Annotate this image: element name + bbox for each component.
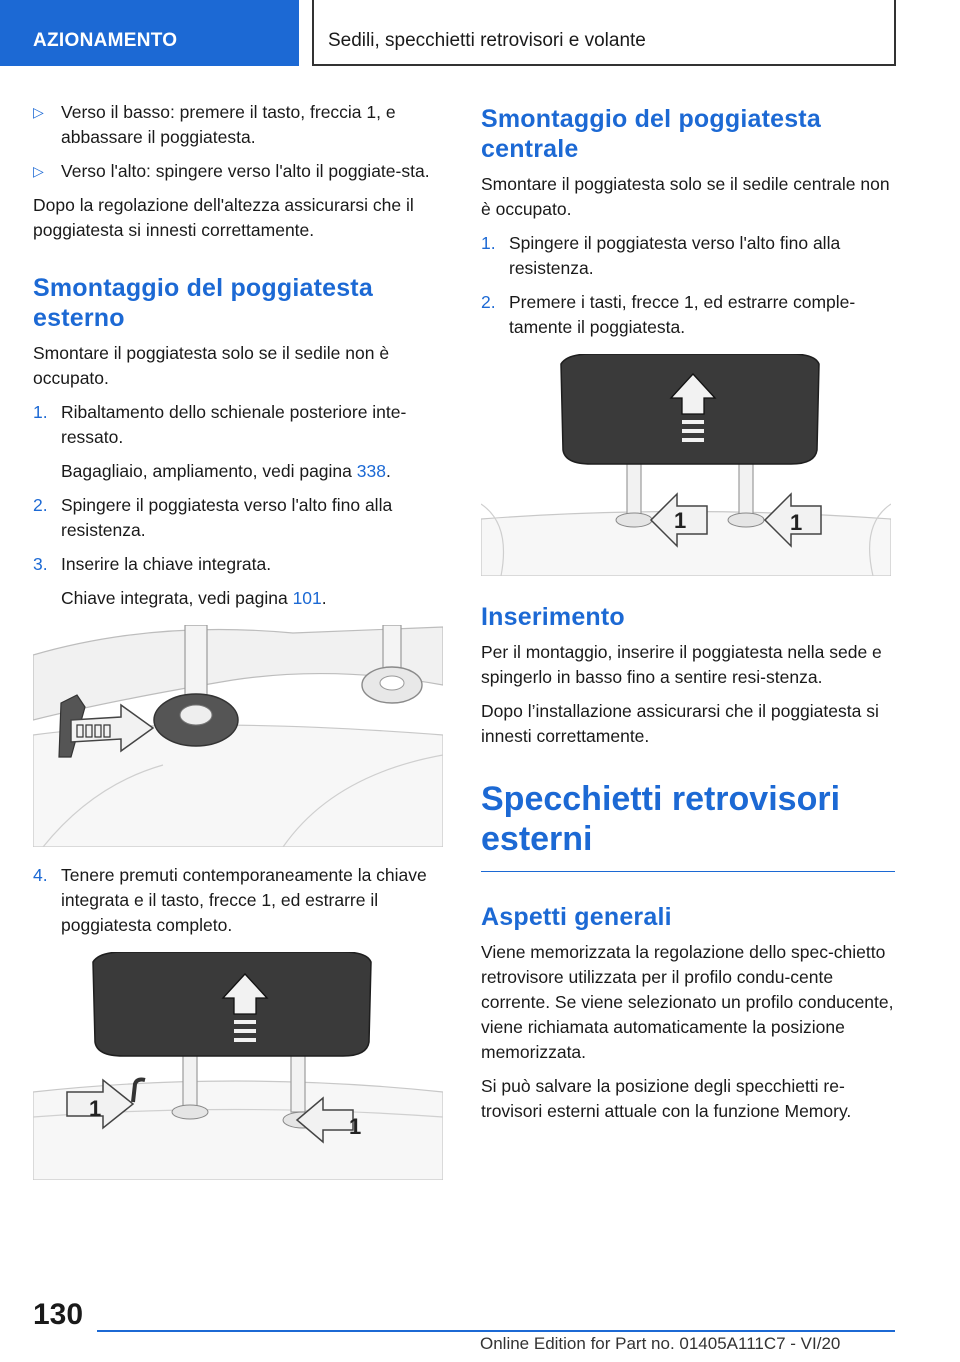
step-item: 1. Ribaltamento dello schienale posteriore inte-ressato. [33,402,407,447]
section-intro: Smontare il poggiatesta solo se il sedile centrale non è occupato. [481,174,890,219]
page-link[interactable]: 338 [356,461,386,481]
footer-divider [97,1330,895,1332]
triangle-bullet-icon: ▷ [33,104,44,120]
callout-label: 1 [349,1114,362,1139]
right-column [481,100,895,1133]
step-reference: Chiave integrata, vedi pagina 101. [61,588,327,608]
body-text: Si può salvare la posizione degli specchietti re-trovisori esterni attuale con la funzione Memory. [481,1076,852,1121]
step-item: 1. Spingere il poggiatesta verso l'alto fino alla resistenza. [481,233,841,278]
list-item: ▷ Verso il basso: premere il tasto, freccia 1, e abbassare il poggiatesta. [33,100,443,150]
body-text: Viene memorizzata la regolazione dello spec-chietto retrovisore utilizzata per il profilo condu-cente corrente. Se viene selezionato un profilo conducente, viene richiamata automaticamente la posizione memorizzata. [481,942,894,1062]
list-item: ▷ Verso l'alto: spingere verso l'alto il poggiate-sta. [33,159,443,184]
footer-edition: Online Edition for Part no. 01405A111C7 - VI/20 [480,1334,841,1353]
page-number: 130 [33,1298,84,1331]
step-item: 2. Spingere il poggiatesta verso l'alto fino alla resistenza. [33,495,393,540]
note-text: Dopo la regolazione dell'altezza assicurarsi che il poggiatesta si innesti correttamente. [33,195,414,240]
triangle-bullet-icon: ▷ [33,163,44,179]
step-item: 4. Tenere premuti contemporaneamente la chiave integrata e il tasto, frecce 1, ed estrarre il poggiatesta completo. [33,865,427,935]
header-section: AZIONAMENTO [0,0,299,66]
step-reference: Bagagliaio, ampliamento, vedi pagina 338. [61,461,391,481]
headrest-removal-illustration [33,952,443,1180]
section-heading: Aspetti generali [481,903,672,931]
left-column [33,100,443,1196]
callout-label: 1 [674,508,687,533]
chapter-heading: Specchietti retrovisori esterni [481,779,895,872]
section-heading: Smontaggio del poggiatesta esterno [33,274,373,332]
section-intro: Smontare il poggiatesta solo se il sedile non è occupato. [33,343,390,388]
step-item: 3. Inserire la chiave integrata. [33,554,272,574]
section-heading: Inserimento [481,603,625,631]
section-heading: Smontaggio del poggiatesta centrale [481,105,821,163]
callout-label: 1 [89,1096,102,1121]
header-chapter: Sedili, specchietti retrovisori e volante [312,0,896,66]
body-text: Dopo l’installazione assicurarsi che il poggiatesta si innesti correttamente. [481,701,879,746]
body-text: Per il montaggio, inserire il poggiatesta nella sede e spingerlo in basso fino a sentire resi-stenza. [481,642,882,687]
callout-label: 1 [790,510,803,535]
center-headrest-illustration [481,354,891,576]
key-release-illustration [33,625,443,847]
page-link[interactable]: 101 [292,588,322,608]
step-item: 2. Premere i tasti, frecce 1, ed estrarre comple-tamente il poggiatesta. [481,292,856,337]
